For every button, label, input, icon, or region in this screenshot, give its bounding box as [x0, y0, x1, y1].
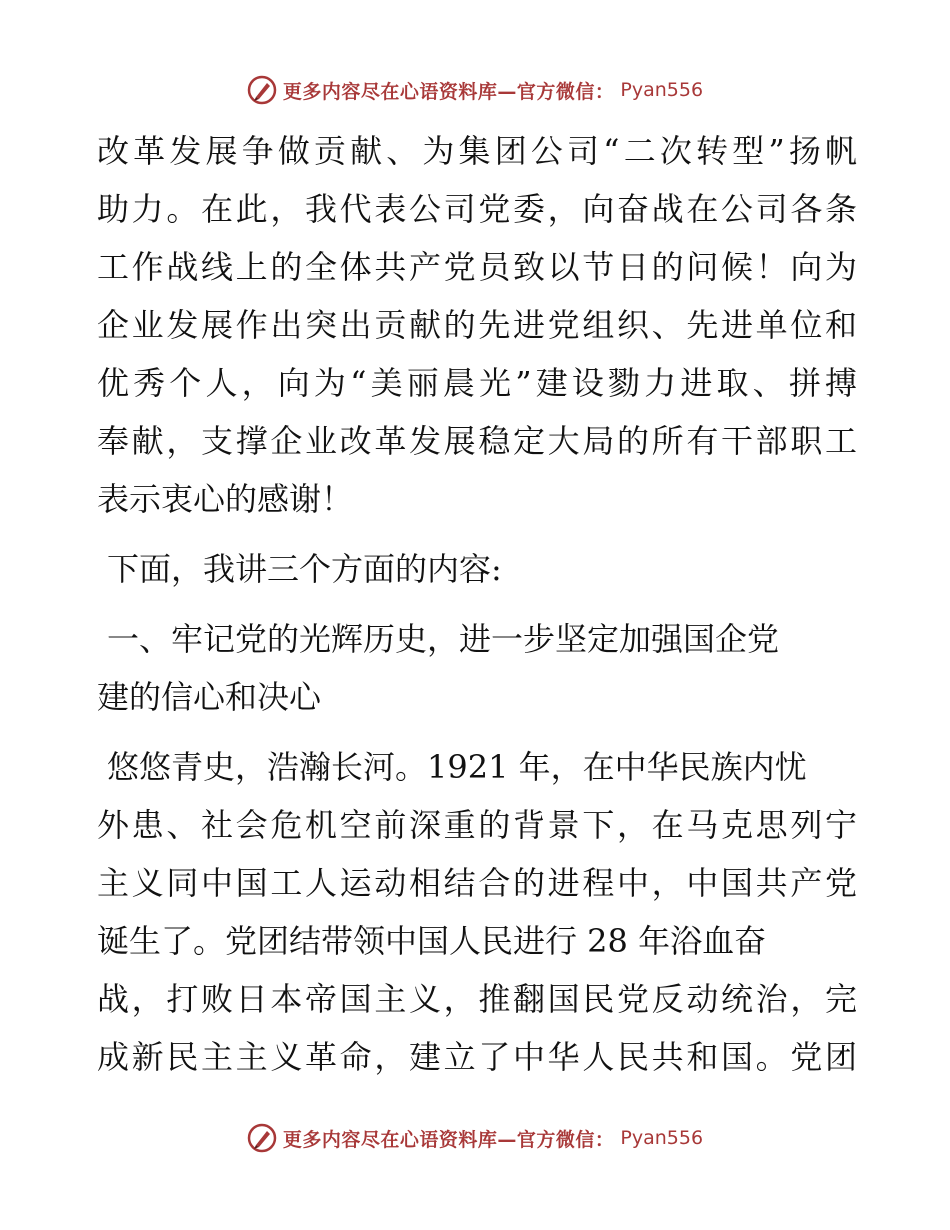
banner-text: 更多内容尽在心语资料库—官方微信：: [282, 1128, 615, 1151]
quill-pen-logo-icon: [247, 1123, 277, 1153]
footer-banner: [0, 1118, 950, 1158]
paragraph-1: [97, 122, 857, 528]
banner-handle: Pyan556: [620, 79, 704, 101]
text-line: 助力。在此，我代表公司党委，向奋战在公司各条: [97, 190, 857, 228]
section-heading: [97, 610, 857, 726]
text-line: 下面，我讲三个方面的内容:: [107, 550, 502, 588]
text-line: 表示衷心的感谢！: [97, 480, 354, 518]
banner-text: 更多内容尽在心语资料库—官方微信：: [282, 80, 615, 103]
text-line: 奉献，支撑企业改革发展稳定大局的所有干部职工: [97, 422, 857, 460]
text-line: 优秀个人，向为“美丽晨光”建设勠力进取、拼搏: [97, 364, 857, 402]
text-line: 主义同中国工人运动相结合的进程中，中国共产党: [97, 864, 857, 902]
text-line: 企业发展作出突出贡献的先进党组织、先进单位和: [97, 306, 857, 344]
text-line: 建的信心和决心: [97, 678, 322, 716]
text-line: 悠悠青史，浩瀚长河。1921 年，在中华民族内忧: [107, 748, 807, 786]
text-line: 一、牢记党的光辉历史，进一步坚定加强国企党: [107, 620, 780, 658]
header-banner: [0, 70, 950, 110]
text-line: 改革发展争做贡献、为集团公司“二次转型”扬帆: [97, 132, 857, 170]
paragraph-4: [97, 738, 857, 1086]
paragraph-2: [97, 540, 857, 598]
banner-handle: Pyan556: [620, 1127, 704, 1149]
text-line: 外患、社会危机空前深重的背景下，在马克思列宁: [97, 806, 857, 844]
text-line: 战，打败日本帝国主义，推翻国民党反动统治，完: [97, 980, 857, 1018]
text-line: 诞生了。党团结带领中国人民进行 28 年浴血奋: [97, 922, 767, 960]
document-body: [97, 122, 857, 1086]
quill-pen-logo-icon: [247, 75, 277, 105]
text-line: 成新民主主义革命，建立了中华人民共和国。党团: [97, 1038, 857, 1076]
text-line: 工作战线上的全体共产党员致以节日的问候！向为: [97, 248, 857, 286]
